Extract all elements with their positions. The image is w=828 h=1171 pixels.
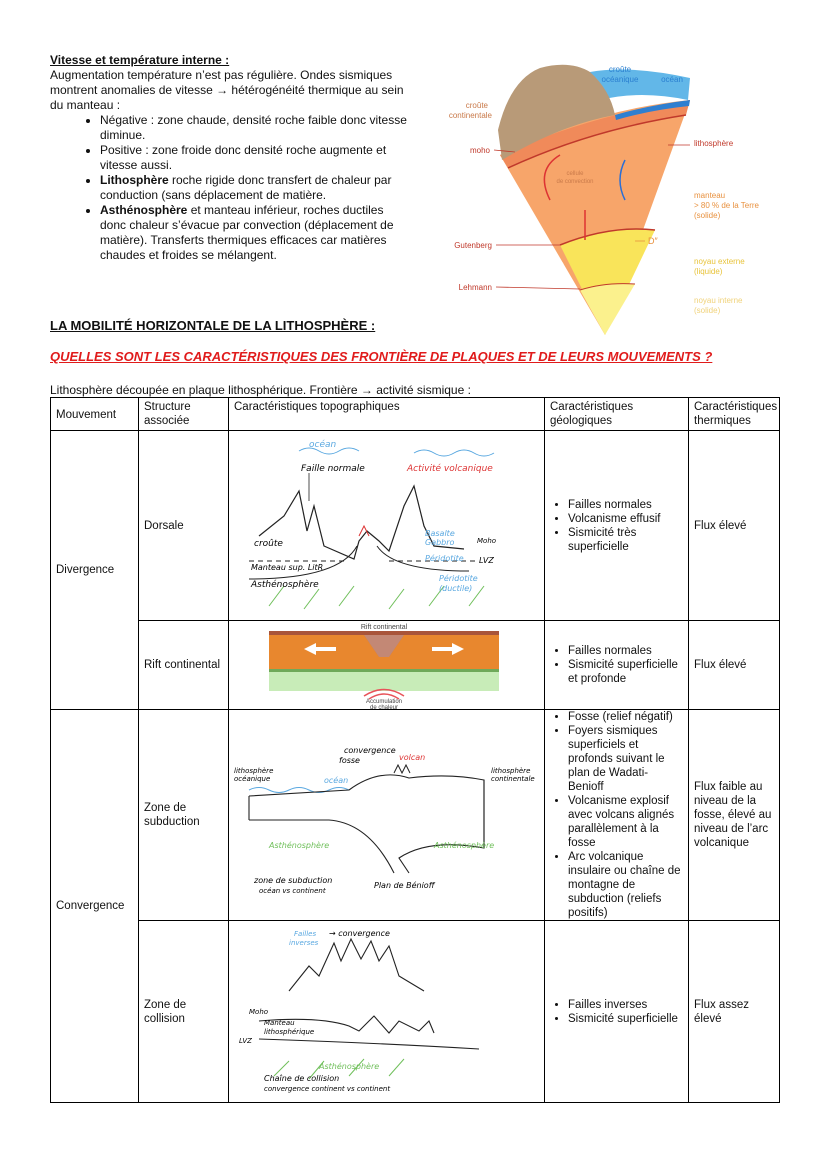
geol-item: • Foyers sismiques superficiels et profonds suivant le plan de Wadati-Benioff [568, 724, 683, 794]
header-therm: Caractéristiques thermiques [689, 398, 780, 431]
label-noyau-externe-2: (liquide) [694, 267, 723, 276]
section-title: LA MOBILITÉ HORIZONTALE DE LA LITHOSPHÈRE : [50, 318, 376, 333]
sketch-label: LVZ [479, 556, 494, 565]
geol-item: • Volcanisme explosif avec volcans alignés parallèlement à la fosse [568, 794, 683, 850]
geol-item: • Volcanisme effusif [568, 512, 683, 526]
sketch-label: Péridotite [425, 554, 464, 563]
rift-sketch [229, 621, 545, 709]
plate-boundaries-table [50, 397, 780, 1103]
table-row [51, 431, 780, 621]
label-d-prime: D″ [648, 236, 658, 246]
header-mouvement: Mouvement [51, 398, 139, 431]
label-moho: moho [469, 146, 490, 155]
sketch-label: continentale [491, 774, 535, 783]
sketch-label: Asthénosphère [269, 840, 330, 850]
geol-item: • Arc volcanique insulaire ou chaîne de montagne de subduction (reliefs positifs) [568, 850, 683, 920]
therm-cell: Flux élevé [689, 621, 780, 710]
label-manteau-1: manteau [694, 191, 726, 200]
sketch-label: convergence [344, 745, 396, 755]
label-cellule-1: cellule [566, 171, 584, 177]
sketch-label: inverses [289, 939, 319, 947]
label-noyau-interne-1: noyau interne [694, 296, 743, 305]
geol-item: • Failles normales [568, 498, 683, 512]
label-lehmann: Lehmann [458, 283, 492, 292]
geol-item: • Fosse (relief négatif) [568, 710, 683, 724]
sketch-label: Plan de Bénioff [374, 880, 435, 890]
sketch-label: Rift continental [360, 624, 408, 631]
collision-sketch [229, 921, 545, 1102]
sketch-label: → convergence [329, 929, 390, 938]
sketch-label: lithosphère [491, 766, 531, 775]
therm-cell: Flux faible au niveau de la fosse, élevé au niveau de l’arc volcanique [689, 710, 780, 921]
sketch-label: Basalte [425, 529, 455, 538]
table-row [51, 621, 780, 710]
geol-item: • Failles inverses [568, 998, 683, 1012]
sketch-label: lithosphérique [264, 1028, 315, 1036]
label-croute-continentale-2: continentale [448, 111, 492, 120]
sketch-label: océanique [234, 774, 271, 783]
geol-cell [545, 921, 689, 1103]
sketch-label: de chaleur [369, 705, 399, 709]
label-manteau-2: > 80 % de la Terre [694, 201, 760, 210]
earth-structure-diagram [440, 60, 780, 340]
table-row [51, 921, 780, 1103]
sketch-label: volcan [399, 752, 426, 762]
sketch-label: (ductile) [439, 584, 473, 593]
geol-item: • Sismicité superficielle [568, 1012, 683, 1026]
group-convergence: Convergence [51, 710, 139, 1103]
structure-cell: Dorsale [139, 431, 229, 621]
label-ocean: océan [661, 75, 683, 84]
label-croute-oceanique-2: océanique [601, 75, 639, 84]
label-croute-continentale-1: croûte [465, 101, 488, 110]
sketch-relief [259, 486, 464, 559]
sketch-label: Manteau [264, 1019, 295, 1027]
sketch-label: Péridotite [439, 574, 478, 583]
label-lithosphere: lithosphère [694, 139, 734, 148]
sketch-label: Moho [249, 1008, 269, 1016]
header-topo: Caractéristiques topographiques [229, 398, 545, 431]
table-header-row [51, 398, 780, 431]
sketch-label: LVZ [239, 1037, 252, 1045]
label-manteau-3: (solide) [694, 211, 721, 220]
sketch-label: Moho [477, 537, 497, 545]
therm-cell: Flux assez élevé [689, 921, 780, 1103]
geol-cell [545, 621, 689, 710]
topo-cell [229, 621, 545, 710]
intro-bullet: • Négative : zone chaude, densité roche faible donc vitesse diminue. [100, 113, 410, 143]
dorsale-sketch [229, 431, 545, 620]
label-noyau-interne-2: (solide) [694, 306, 721, 315]
geol-item: • Sismicité très superficielle [568, 526, 683, 554]
structure-cell: Rift continental [139, 621, 229, 710]
sketch-label: Faille normale [301, 464, 365, 474]
header-structure: Structure associée [139, 398, 229, 431]
sketch-label: océan vs continent [259, 886, 326, 895]
sketch-label: Manteau sup. LitR [251, 563, 324, 572]
sketch-label: Asthénosphère [434, 840, 495, 850]
intro-bullets [50, 113, 410, 263]
table-row [51, 710, 780, 921]
intro-bullet: • Asthénosphère et manteau inférieur, roches ductiles donc chaleur s’évacue par convection (déplacement de matière). Transferts thermiques efficaces car matières chaudes et froides se mélangent. [100, 203, 410, 263]
topo-cell [229, 710, 545, 921]
label-croute-oceanique-1: croûte [608, 65, 632, 74]
geol-item: • Failles normales [568, 644, 683, 658]
topo-cell [229, 921, 545, 1103]
sketch-label: zone de subduction [254, 875, 333, 885]
label-temperature: >4000 °C [530, 261, 564, 270]
sketch-label: Chaîne de collision [264, 1074, 340, 1083]
intro-paragraph: Augmentation température n’est pas régulière. Ondes sismiques montrent anomalies de vitesse → hétérogénéité thermique au sein du manteau : [50, 68, 404, 112]
inner-core-layer [580, 284, 635, 335]
sketch-label: Asthénosphère [251, 580, 319, 590]
label-noyau-externe-1: noyau externe [694, 257, 745, 266]
sketch-label: lithosphère [234, 766, 274, 775]
sketch-label: convergence continent vs continent [264, 1085, 391, 1093]
sketch-label: Asthénosphère [319, 1062, 380, 1071]
sketch-label: océan [324, 775, 349, 785]
intro-heading: Vitesse et température interne : [50, 53, 230, 67]
label-gutenberg: Gutenberg [454, 241, 492, 250]
sketch-label: croûte [254, 539, 283, 549]
topo-cell [229, 431, 545, 621]
lead-text: Lithosphère découpée en plaque lithosphérique. Frontière → activité sismique : [50, 383, 471, 397]
geol-item: • Sismicité superficielle et profonde [568, 658, 683, 686]
sketch-label: Activité volcanique [407, 464, 493, 474]
therm-cell: Flux élevé [689, 431, 780, 621]
intro-bullet: • Lithosphère roche rigide donc transfert de chaleur par conduction (sans déplacement de matière. [100, 173, 410, 203]
sketch-label: Failles [294, 930, 317, 938]
group-divergence: Divergence [51, 431, 139, 710]
sketch-label: fosse [339, 755, 360, 765]
intro-bullet: • Positive : zone froide donc densité roche augmente et vitesse aussi. [100, 143, 410, 173]
subduction-sketch [229, 728, 545, 903]
structure-cell: Zone de collision [139, 921, 229, 1103]
sketch-label: Accumulation [365, 699, 403, 705]
structure-cell: Zone de subduction [139, 710, 229, 921]
label-cellule-2: de convection [556, 179, 594, 185]
question-title: QUELLES SONT LES CARACTÉRISTIQUES DES FRONTIÈRE DE PLAQUES ET DE LEURS MOUVEMENTS ? [50, 349, 713, 364]
header-geol: Caractéristiques géologiques [545, 398, 689, 431]
sketch-label: océan [309, 440, 337, 450]
intro-block [50, 53, 410, 263]
geol-cell [545, 431, 689, 621]
sketch-label: Gabbro [425, 538, 455, 547]
geol-cell [545, 710, 689, 921]
